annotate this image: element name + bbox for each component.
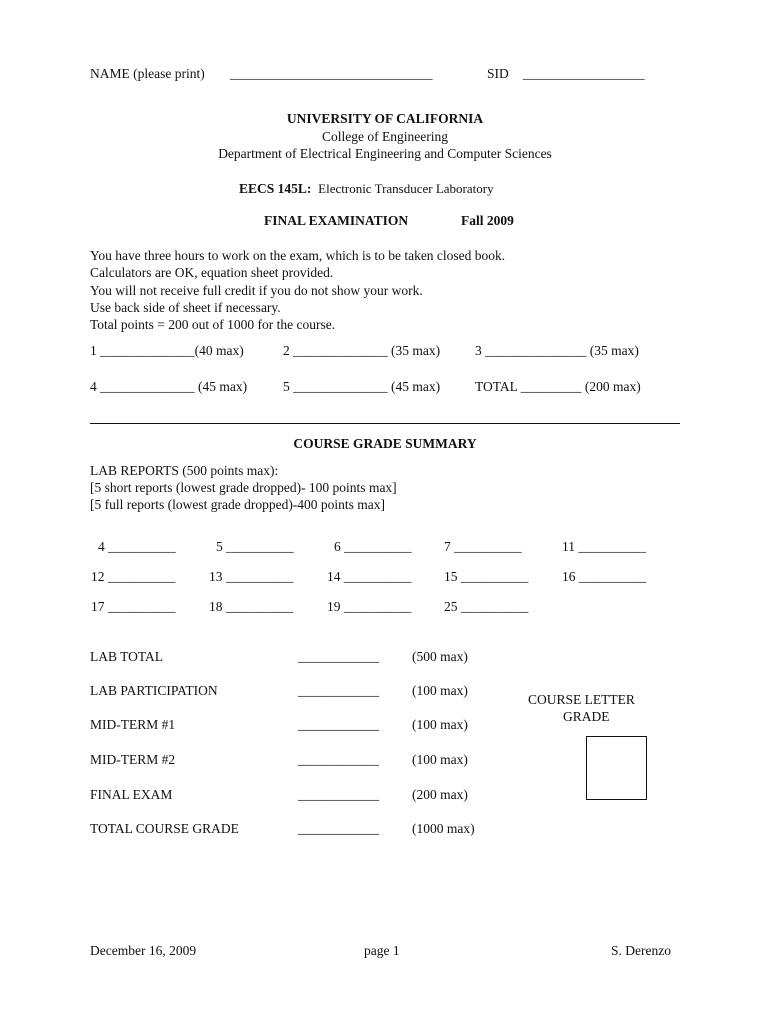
lab-score-field[interactable]: 13 __________: [209, 569, 294, 584]
course-name: Electronic Transducer Laboratory: [318, 181, 494, 196]
total-label: MID-TERM #1: [90, 717, 176, 732]
total-label: TOTAL COURSE GRADE: [90, 821, 239, 836]
lab-score-field[interactable]: 15 __________: [444, 569, 529, 584]
footer-author: S. Derenzo: [611, 943, 671, 958]
name-label: NAME (please print): [90, 66, 205, 81]
sid-field[interactable]: __________________: [523, 66, 645, 81]
lab-score-field[interactable]: 12 __________: [91, 569, 176, 584]
lab-score-field[interactable]: 19 __________: [327, 599, 412, 614]
score-problem-4[interactable]: 4 ______________ (45 max): [90, 379, 248, 394]
lab-score-field[interactable]: 25 __________: [444, 599, 529, 614]
college-title: College of Engineering: [322, 129, 448, 144]
letter-grade-label: COURSE LETTER: [528, 692, 635, 707]
score-problem-3[interactable]: 3 _______________ (35 max): [475, 343, 639, 358]
lab-score-field[interactable]: 11 __________: [562, 539, 646, 554]
total-label: LAB PARTICIPATION: [90, 683, 218, 698]
university-title: UNIVERSITY OF CALIFORNIA: [286, 111, 484, 126]
total-label: MID-TERM #2: [90, 752, 176, 767]
letter-grade-label: GRADE: [563, 709, 610, 724]
total-field[interactable]: ____________: [298, 752, 379, 767]
exam-term: Fall 2009: [461, 213, 514, 228]
total-max: (100 max): [412, 683, 468, 698]
total-max: (200 max): [412, 787, 468, 802]
instruction-line: You will not receive full credit if you do not show your work.: [90, 283, 423, 298]
total-label: LAB TOTAL: [90, 649, 164, 664]
course-code: EECS 145L:: [239, 181, 312, 196]
total-max: (1000 max): [412, 821, 475, 836]
name-field[interactable]: ______________________________: [230, 66, 433, 81]
department-title: Department of Electrical Engineering and Computer Sciences: [218, 146, 552, 161]
total-max: (100 max): [412, 717, 468, 732]
sid-label: SID: [487, 66, 509, 81]
score-total[interactable]: TOTAL _________ (200 max): [475, 379, 641, 394]
instruction-line: Calculators are OK, equation sheet provided.: [90, 265, 334, 280]
total-field[interactable]: ____________: [298, 649, 379, 664]
lab-score-field[interactable]: 17 __________: [91, 599, 176, 614]
lab-reports-line: [5 short reports (lowest grade dropped)- 100 points max]: [90, 480, 397, 495]
lab-score-field[interactable]: 4 __________: [98, 539, 176, 554]
instruction-line: Total points = 200 out of 1000 for the course.: [90, 317, 336, 332]
exam-title: FINAL EXAMINATION: [264, 213, 409, 228]
lab-score-field[interactable]: 5 __________: [216, 539, 294, 554]
instruction-line: Use back side of sheet if necessary.: [90, 300, 281, 315]
lab-score-field[interactable]: 16 __________: [562, 569, 647, 584]
section-divider: [90, 423, 680, 424]
lab-reports-line: [5 full reports (lowest grade dropped)-400 points max]: [90, 497, 386, 512]
lab-reports-line: LAB REPORTS (500 points max):: [90, 463, 279, 478]
score-problem-2[interactable]: 2 ______________ (35 max): [283, 343, 441, 358]
total-field[interactable]: ____________: [298, 717, 379, 732]
total-field[interactable]: ____________: [298, 787, 379, 802]
lab-score-field[interactable]: 6 __________: [334, 539, 412, 554]
total-field[interactable]: ____________: [298, 683, 379, 698]
total-max: (100 max): [412, 752, 468, 767]
lab-score-field[interactable]: 7 __________: [444, 539, 522, 554]
lab-score-field[interactable]: 14 __________: [327, 569, 412, 584]
course-line: [239, 181, 494, 197]
footer-page: page 1: [364, 943, 400, 958]
score-problem-1[interactable]: 1 ______________(40 max): [90, 343, 244, 358]
summary-heading: COURSE GRADE SUMMARY: [293, 436, 477, 451]
total-max: (500 max): [412, 649, 468, 664]
lab-score-field[interactable]: 18 __________: [209, 599, 294, 614]
total-field[interactable]: ____________: [298, 821, 379, 836]
instruction-line: You have three hours to work on the exam, which is to be taken closed book.: [90, 248, 506, 263]
letter-grade-box[interactable]: [586, 736, 647, 800]
footer-date: December 16, 2009: [90, 943, 197, 958]
total-label: FINAL EXAM: [90, 787, 173, 802]
score-problem-5[interactable]: 5 ______________ (45 max): [283, 379, 441, 394]
